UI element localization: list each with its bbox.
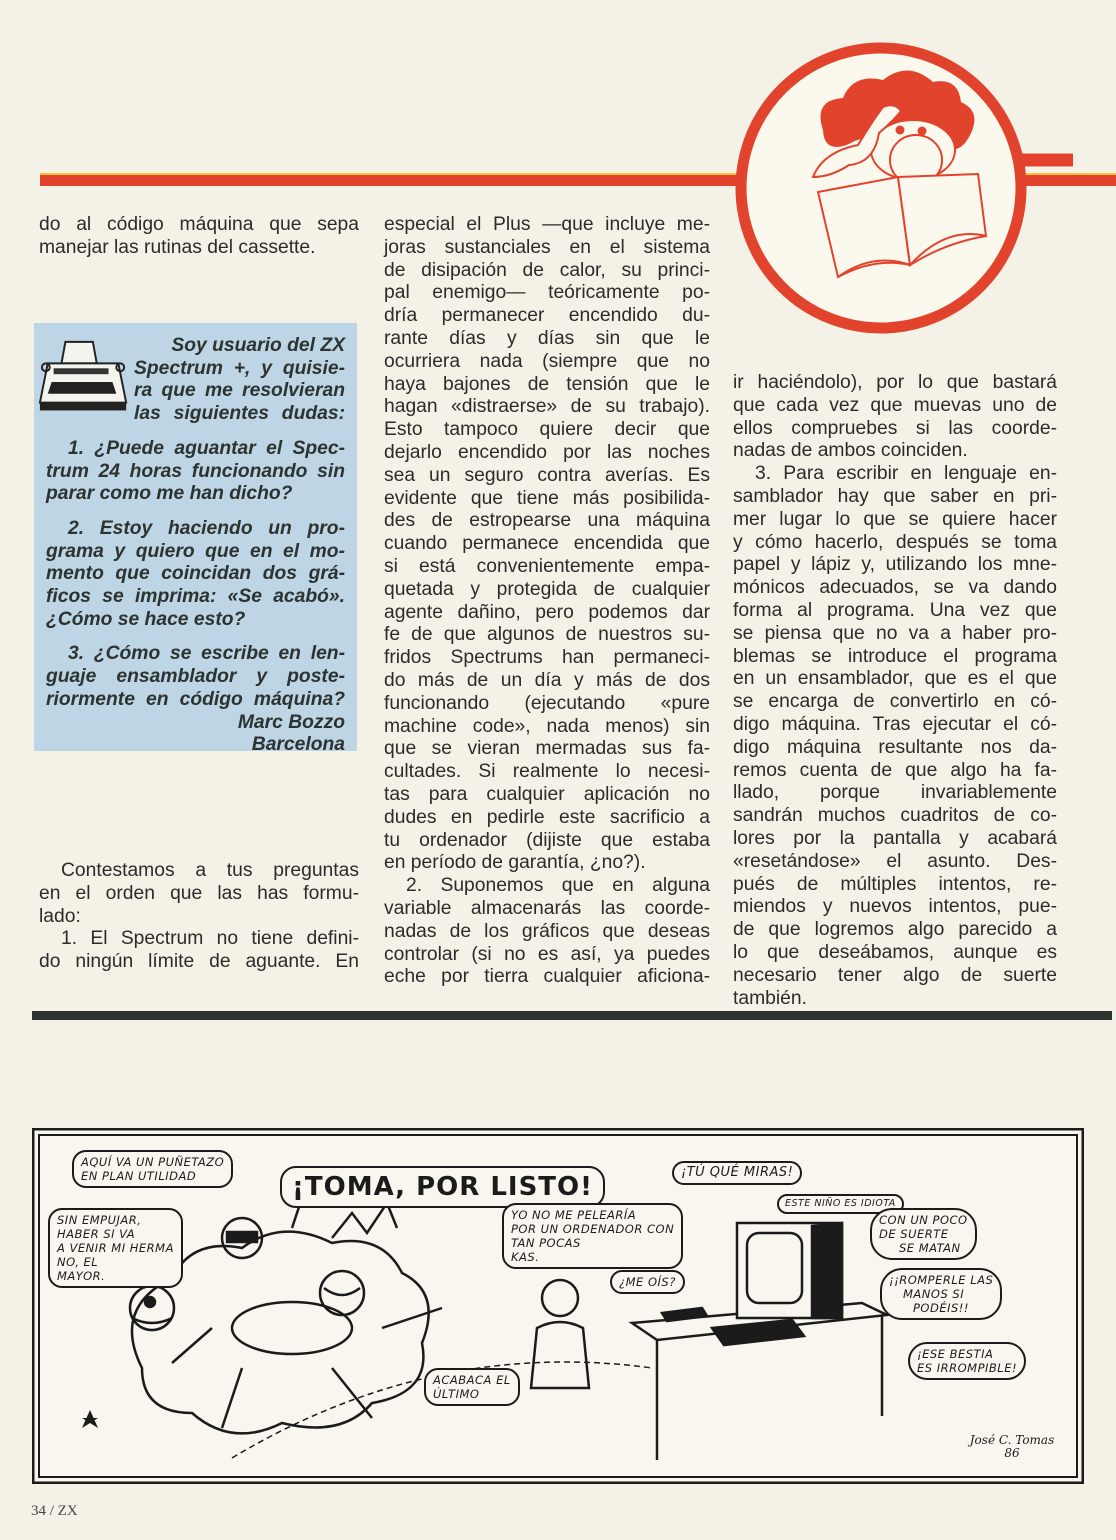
page-folio: 34 / ZX bbox=[31, 1503, 78, 1519]
text-line: variable almacenarás las coorde- bbox=[384, 897, 710, 919]
text-line: mónicos adecuados, se va dando bbox=[733, 577, 1057, 599]
thought-bubble-tu-que-miras: ¡TÚ QUÉ MIRAS! bbox=[672, 1161, 802, 1185]
bubble-line: ÚLTIMO bbox=[433, 1387, 480, 1401]
text-line: papel y lápiz y, utilizando los mne- bbox=[733, 554, 1057, 576]
text-line: cultades. Si realmente lo necesi- bbox=[384, 761, 710, 783]
text-line: manejar las rutinas del cassette. bbox=[39, 236, 316, 258]
bubble-line: ES IRROMPIBLE! bbox=[917, 1361, 1018, 1375]
text-line: dría permanecer encendido du- bbox=[384, 305, 710, 327]
text-line: ocurriera nada (siempre que no bbox=[384, 350, 710, 372]
letter-intro-line: Soy usuario del ZX bbox=[171, 335, 345, 356]
speech-bubble-pelearia bbox=[502, 1203, 683, 1269]
text-line: lores por la pantalla y acabará bbox=[733, 827, 1057, 849]
text-line: sandrán muchos cuadritos de co- bbox=[733, 805, 1057, 827]
reader-with-book-emblem-icon bbox=[733, 40, 1073, 340]
text-line: lo que deseábamos, aunque es bbox=[733, 941, 1057, 963]
letter-question-2: ficos se imprima: «Se acabó». bbox=[46, 586, 345, 608]
bubble-line: NO, EL bbox=[57, 1255, 99, 1269]
text-line: forma al programa. Una vez que bbox=[733, 599, 1057, 621]
letter-intro-line: ra que me resolvieran bbox=[134, 380, 345, 402]
text-line: fridos Spectrums han permaneci- bbox=[384, 647, 710, 669]
text-line: samblador hay que saber en pri- bbox=[733, 485, 1057, 507]
text-line: joras sustanciales en el sistema bbox=[384, 236, 710, 258]
thought-bubble-bestia bbox=[908, 1342, 1026, 1380]
bubble-line: SIN EMPUJAR, bbox=[57, 1213, 142, 1227]
bubble-line: ¡¡ROMPERLE LAS bbox=[889, 1273, 994, 1287]
text-line: pal enemigo— teóricamente po- bbox=[384, 282, 710, 304]
bubble-line: A VENIR MI HERMA bbox=[57, 1241, 174, 1255]
text-line: tu ordenador (dijiste que estaba bbox=[384, 829, 710, 851]
text-line: funcionando (ejecutando «pure bbox=[384, 692, 710, 714]
bubble-line: TAN POCAS bbox=[511, 1236, 581, 1250]
text-line: evidente que tiene más posibilida- bbox=[384, 487, 710, 509]
text-line: mer lugar lo que se quiere hacer bbox=[733, 508, 1057, 530]
letter-question-2: grama y quiero que en el mo- bbox=[46, 540, 345, 562]
signature-year: 86 bbox=[1004, 1446, 1020, 1460]
letter-question-2: mento que coincidan dos grá- bbox=[46, 563, 345, 585]
speech-bubble-acabaca bbox=[424, 1368, 520, 1406]
bubble-line: ACABACA EL bbox=[433, 1373, 511, 1387]
thought-bubble-con-suerte bbox=[870, 1208, 977, 1260]
text-line: sea un seguro contra averías. Es bbox=[384, 464, 710, 486]
text-line: nadas de ambos coinciden. bbox=[733, 440, 968, 462]
text-line: agente dañino, pero podemos dar bbox=[384, 601, 710, 623]
text-line: haya bajones de tensión que le bbox=[384, 373, 710, 395]
text-line: Esto tampoco quiere decir que bbox=[384, 419, 710, 441]
letter-city: Barcelona bbox=[251, 734, 345, 756]
bubble-line: EN PLAN UTILIDAD bbox=[81, 1169, 197, 1183]
bubble-line: MANOS SI bbox=[903, 1287, 965, 1301]
text-line: si está convenientemente empa- bbox=[384, 555, 710, 577]
bubble-line: DE SUERTE bbox=[879, 1227, 949, 1241]
bubble-line: PODÉIS!! bbox=[913, 1301, 970, 1315]
article-column-1-top bbox=[39, 214, 359, 260]
article-column-3 bbox=[733, 372, 1057, 1010]
text-line: cuando permanece encendida que bbox=[384, 533, 710, 555]
text-line: 2. Suponemos que en alguna bbox=[406, 875, 710, 897]
text-line: digo máquina resultante nos da- bbox=[733, 736, 1057, 758]
bubble-line: KAS. bbox=[511, 1250, 540, 1264]
text-line: que cada vez que muevas uno de bbox=[733, 394, 1057, 416]
text-line: se encarga de convertirlo en có- bbox=[733, 691, 1057, 713]
typewriter-icon bbox=[36, 337, 134, 429]
text-line: pués de múltiples intentos, re- bbox=[733, 873, 1057, 895]
text-line: también. bbox=[733, 987, 807, 1009]
text-line: machine code», nada menos) sin bbox=[384, 715, 710, 737]
text-line: lado: bbox=[39, 905, 81, 927]
text-line: en período de garantía, ¿no?). bbox=[384, 852, 646, 874]
text-line: do ningún límite de aguante. En bbox=[39, 951, 359, 973]
text-line: do más de un día y más de dos bbox=[384, 669, 710, 691]
reader-letter-box bbox=[34, 323, 357, 756]
text-line: ir haciéndolo), por lo que bastará bbox=[733, 372, 1057, 393]
text-line: nadas de los gráficos que deseas bbox=[384, 920, 710, 942]
letter-question-1: 1. ¿Puede aguantar el Spec- bbox=[68, 437, 345, 459]
bubble-line: YO NO ME PELEARÍA bbox=[511, 1208, 637, 1222]
speech-bubble-sin-empujar bbox=[48, 1208, 183, 1288]
letter-author: Marc Bozzo bbox=[237, 711, 345, 733]
speech-bubble-me-ois: ¿ME OÍS? bbox=[610, 1270, 685, 1294]
bubble-line: MAYOR. bbox=[57, 1269, 106, 1283]
text-line: rante días y días sin que le bbox=[384, 327, 710, 349]
text-line: remos cuenta de que algo ha fa- bbox=[733, 759, 1057, 781]
text-line: blemas se introduce el programa bbox=[733, 645, 1057, 667]
signature-name: José C. Tomas bbox=[969, 1433, 1055, 1447]
text-line: en un ensamblador, que es el que bbox=[733, 668, 1057, 690]
letter-question-1: trum 24 horas funcionando sin bbox=[46, 460, 345, 482]
text-line: en el orden que las has formu- bbox=[39, 882, 359, 904]
letter-question-2: 2. Estoy haciendo un pro- bbox=[68, 517, 345, 539]
text-line: y cómo hacerlo, después se toma bbox=[733, 531, 1057, 553]
bubble-line: POR UN ORDENADOR CON bbox=[511, 1222, 675, 1236]
text-line: ellos compruebes si las coorde- bbox=[733, 417, 1057, 439]
text-line: de que logremos algo parecido a bbox=[733, 919, 1057, 941]
letter-question-2: ¿Cómo se hace esto? bbox=[46, 608, 246, 630]
bubble-line: HABER SI VA bbox=[57, 1227, 136, 1241]
text-line: Contestamos a tus preguntas bbox=[61, 860, 359, 881]
letter-question-3: 3. ¿Cómo se escribe en len- bbox=[68, 643, 345, 665]
article-column-2 bbox=[384, 214, 710, 989]
speech-bubble-toma-por-listo: ¡TOMA, POR LISTO! bbox=[280, 1166, 605, 1208]
article-column-1-bottom bbox=[39, 860, 359, 974]
text-line: miendos y nuevos intentos, pue- bbox=[733, 896, 1057, 918]
text-line: se piensa que no va a haber pro- bbox=[733, 622, 1057, 644]
text-line: quetada y protegida de cualquier bbox=[384, 578, 710, 600]
bubble-line: ¡ESE BESTIA bbox=[917, 1347, 994, 1361]
letter-intro-line: Spectrum +, y quisie- bbox=[134, 357, 345, 379]
text-line: 3. Para escribir en lenguaje en- bbox=[755, 463, 1057, 485]
text-line: 1. El Spectrum no tiene defini- bbox=[61, 928, 359, 950]
bubble-line: SE MATAN bbox=[899, 1241, 961, 1255]
letter-question-3: guaje ensamblador y poste- bbox=[46, 666, 345, 688]
letter-question-1: parar como me han dicho? bbox=[46, 483, 293, 505]
text-line: que se vieran mermadas sus fa- bbox=[384, 738, 710, 760]
text-line: controlar (si no es así, ya puedes bbox=[384, 943, 710, 965]
text-line: eche por tierra cualquier aficiona- bbox=[384, 966, 710, 988]
text-line: hagan «distraerse» de su trabajo). bbox=[384, 396, 710, 418]
speech-bubble-punch bbox=[72, 1150, 233, 1188]
text-line: «resetándose» el asunto. Des- bbox=[733, 850, 1057, 872]
thought-bubble-romperle bbox=[880, 1268, 1002, 1320]
section-divider-rule bbox=[32, 1011, 1112, 1020]
text-line: de disipación de calor, su princi- bbox=[384, 259, 710, 281]
text-line: des de estropearse una máquina bbox=[384, 510, 710, 532]
letter-intro-line: las siguientes dudas: bbox=[134, 403, 345, 425]
thought-bubble-nino-idiota: ESTE NIÑO ES IDIOTA bbox=[777, 1194, 904, 1214]
text-line: llado, porque invariablemente bbox=[733, 782, 1057, 804]
comic-strip bbox=[32, 1128, 1084, 1484]
text-line: do al código máquina que sepa bbox=[39, 214, 359, 235]
text-line: dudes en pedirle este sacrificio a bbox=[384, 806, 710, 828]
text-line: fe de que algunos de nuestros su- bbox=[384, 624, 710, 646]
text-line: necesario tener algo de suerte bbox=[733, 964, 1057, 986]
text-line: tas para cualquier aplicación no bbox=[384, 783, 710, 805]
artist-signature bbox=[962, 1434, 1062, 1460]
bubble-line: AQUÍ VA UN PUÑETAZO bbox=[81, 1155, 225, 1169]
letter-question-3: riormente en código máquina? bbox=[46, 688, 345, 710]
text-line: digo máquina. Tras ejecutar el có- bbox=[733, 713, 1057, 735]
text-line: especial el Plus —que incluye me- bbox=[384, 214, 710, 235]
bubble-line: CON UN POCO bbox=[879, 1213, 968, 1227]
text-line: dejarlo encendido por las noches bbox=[384, 441, 710, 463]
